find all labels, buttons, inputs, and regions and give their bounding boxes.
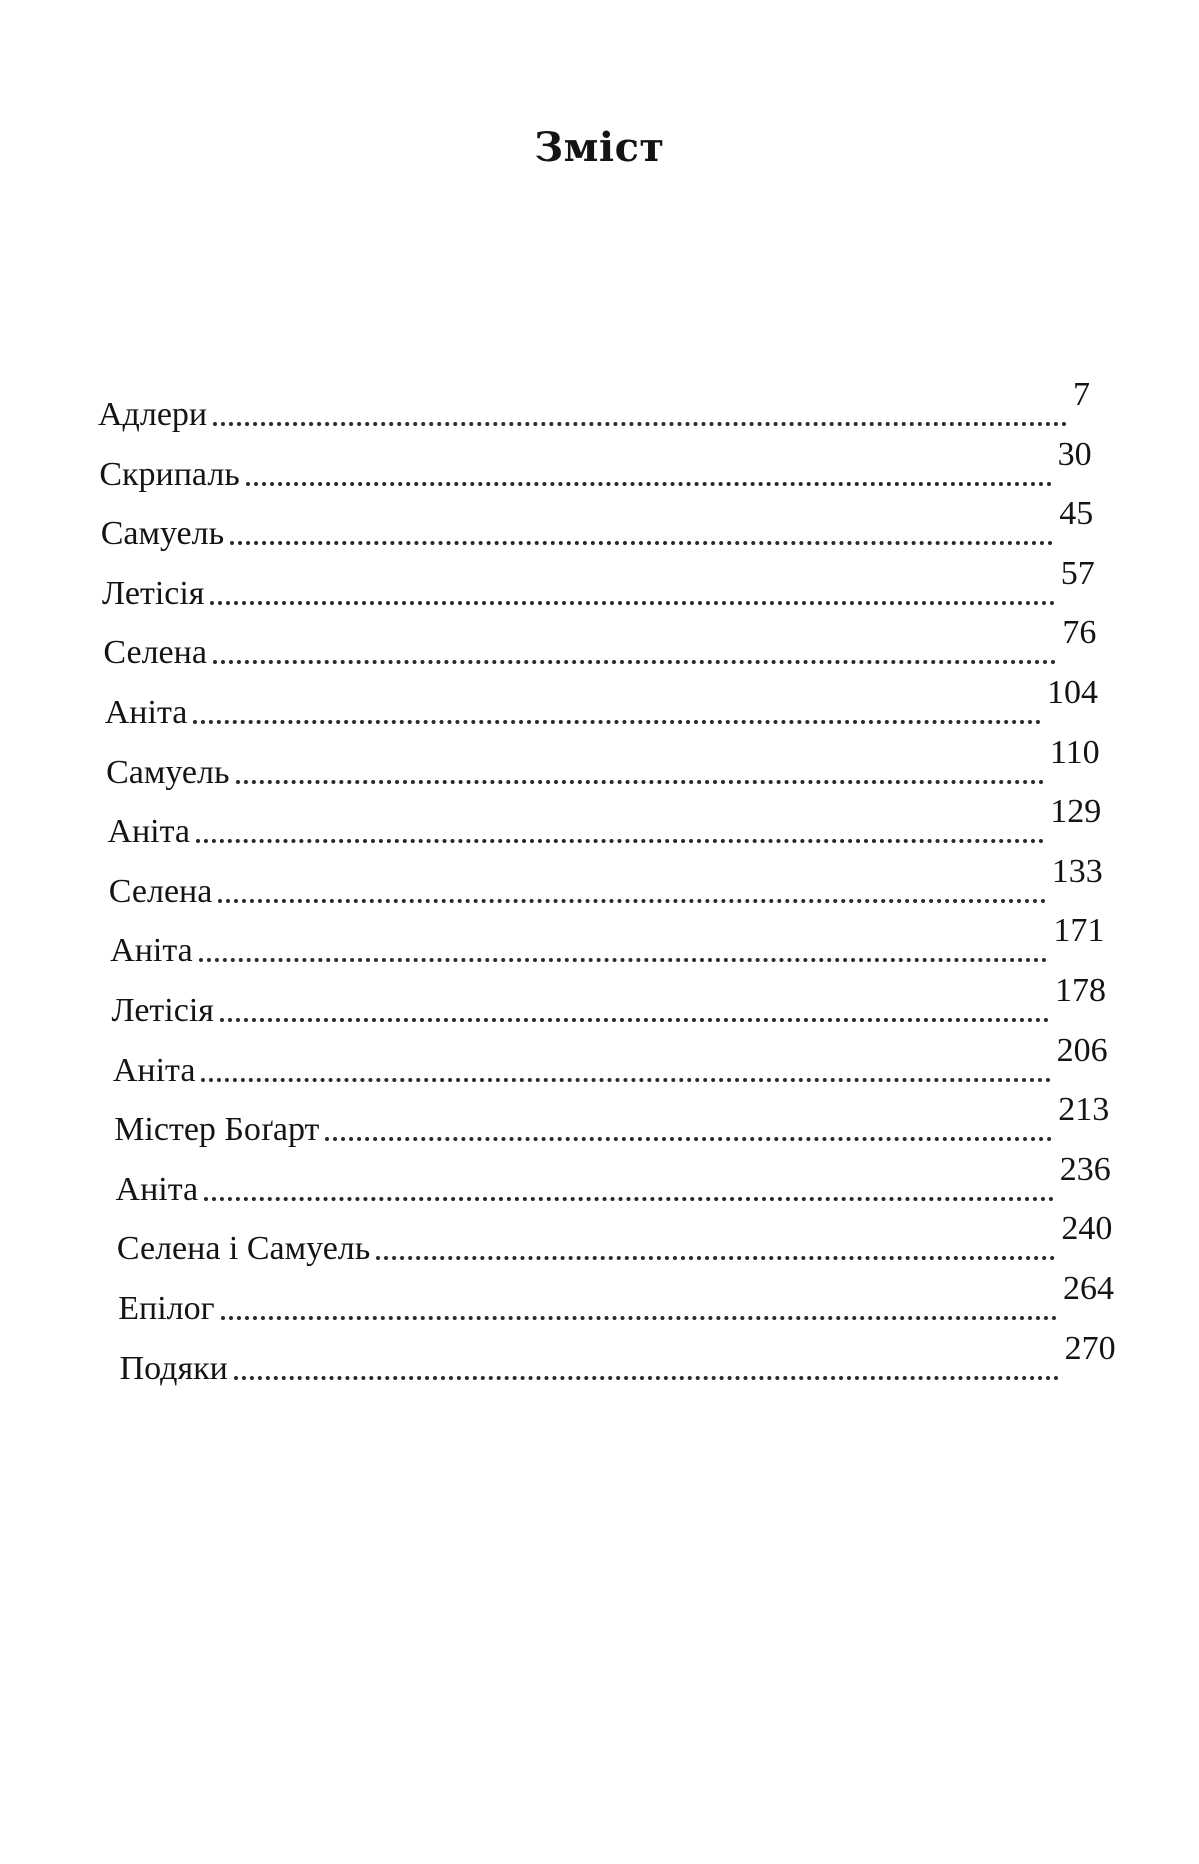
toc-entry-label: Скрипаль	[99, 455, 240, 493]
toc-entry-page: 240	[1061, 1210, 1113, 1248]
toc-entry	[99, 435, 1092, 494]
toc-entry-label: Селена і Самуель	[116, 1230, 371, 1268]
toc-entry	[111, 972, 1107, 1030]
toc-leader-dots	[325, 1136, 1052, 1141]
toc-entry-page: 7	[1073, 376, 1090, 413]
toc-leader-dots	[213, 659, 1056, 664]
toc-entry-page: 104	[1047, 674, 1098, 711]
toc-entry	[107, 793, 1102, 851]
toc-entry-label: Містер Боґарт	[114, 1111, 320, 1149]
toc-entry-page: 178	[1055, 972, 1106, 1009]
toc-entry-label: Самуель	[106, 753, 230, 791]
toc-entry	[103, 614, 1097, 672]
toc-entry-page: 76	[1062, 614, 1097, 652]
toc-entry-page: 57	[1060, 554, 1095, 592]
toc-leader-dots	[193, 719, 1041, 724]
toc-entry-label: Аніта	[110, 932, 193, 970]
toc-leader-dots	[204, 1196, 1054, 1201]
toc-entry-page: 264	[1063, 1270, 1114, 1307]
toc-entry-page: 45	[1059, 495, 1094, 533]
toc-entry	[100, 495, 1094, 553]
toc-entry-page: 30	[1057, 435, 1092, 473]
toc-entry	[106, 733, 1100, 792]
toc-leader-dots	[199, 957, 1048, 962]
toc-leader-dots	[213, 421, 1067, 426]
toc-entry	[116, 1210, 1113, 1268]
toc-entry	[114, 1091, 1110, 1149]
toc-leader-dots	[220, 1017, 1049, 1022]
toc-entry-page: 206	[1056, 1031, 1108, 1069]
page-title: Зміст	[534, 124, 665, 171]
toc-leader-dots	[246, 481, 1052, 486]
toc-leader-dots	[196, 838, 1044, 843]
toc-entry	[104, 674, 1098, 732]
toc-entry	[118, 1270, 1114, 1328]
toc-leader-dots	[210, 600, 1054, 605]
toc-leader-dots	[201, 1077, 1050, 1082]
toc-entry	[98, 376, 1090, 434]
toc-entry-page: 213	[1058, 1091, 1110, 1129]
toc-leader-dots	[376, 1255, 1055, 1260]
toc-entry-label: Самуель	[100, 515, 225, 553]
toc-entry-page: 270	[1064, 1329, 1116, 1367]
toc-entry-label: Селена	[103, 634, 207, 672]
toc-entry	[108, 852, 1103, 911]
toc-entry-label: Аніта	[107, 813, 190, 851]
toc-leader-dots	[218, 898, 1045, 903]
toc-leader-dots	[234, 1375, 1059, 1380]
toc-leader-dots	[236, 779, 1044, 784]
toc-entry-label: Адлери	[98, 396, 208, 433]
toc-entry-page: 110	[1049, 733, 1100, 771]
toc-entry-label: Аніта	[115, 1170, 199, 1208]
toc-entry	[110, 912, 1105, 970]
toc-entry	[119, 1329, 1116, 1388]
toc-entry-page: 171	[1053, 912, 1105, 950]
toc-entry-label: Летісія	[102, 574, 205, 612]
toc-entry	[102, 554, 1095, 613]
toc-entry-label: Аніта	[104, 694, 188, 731]
toc-entry	[115, 1150, 1111, 1209]
toc-entry-page: 129	[1050, 793, 1102, 831]
toc-entry-label: Летісія	[111, 992, 214, 1029]
toc-entry-page: 236	[1059, 1150, 1111, 1188]
toc-entry-label: Селена	[108, 872, 213, 910]
toc-entry-label: Подяки	[119, 1349, 228, 1387]
toc-entry-label: Епілог	[118, 1290, 215, 1327]
table-of-contents	[0, 376, 1199, 1387]
toc-entry-page: 133	[1051, 852, 1103, 890]
toc-leader-dots	[230, 540, 1053, 545]
toc-entry-label: Аніта	[112, 1051, 196, 1089]
toc-entry	[112, 1031, 1108, 1090]
toc-leader-dots	[221, 1315, 1057, 1320]
